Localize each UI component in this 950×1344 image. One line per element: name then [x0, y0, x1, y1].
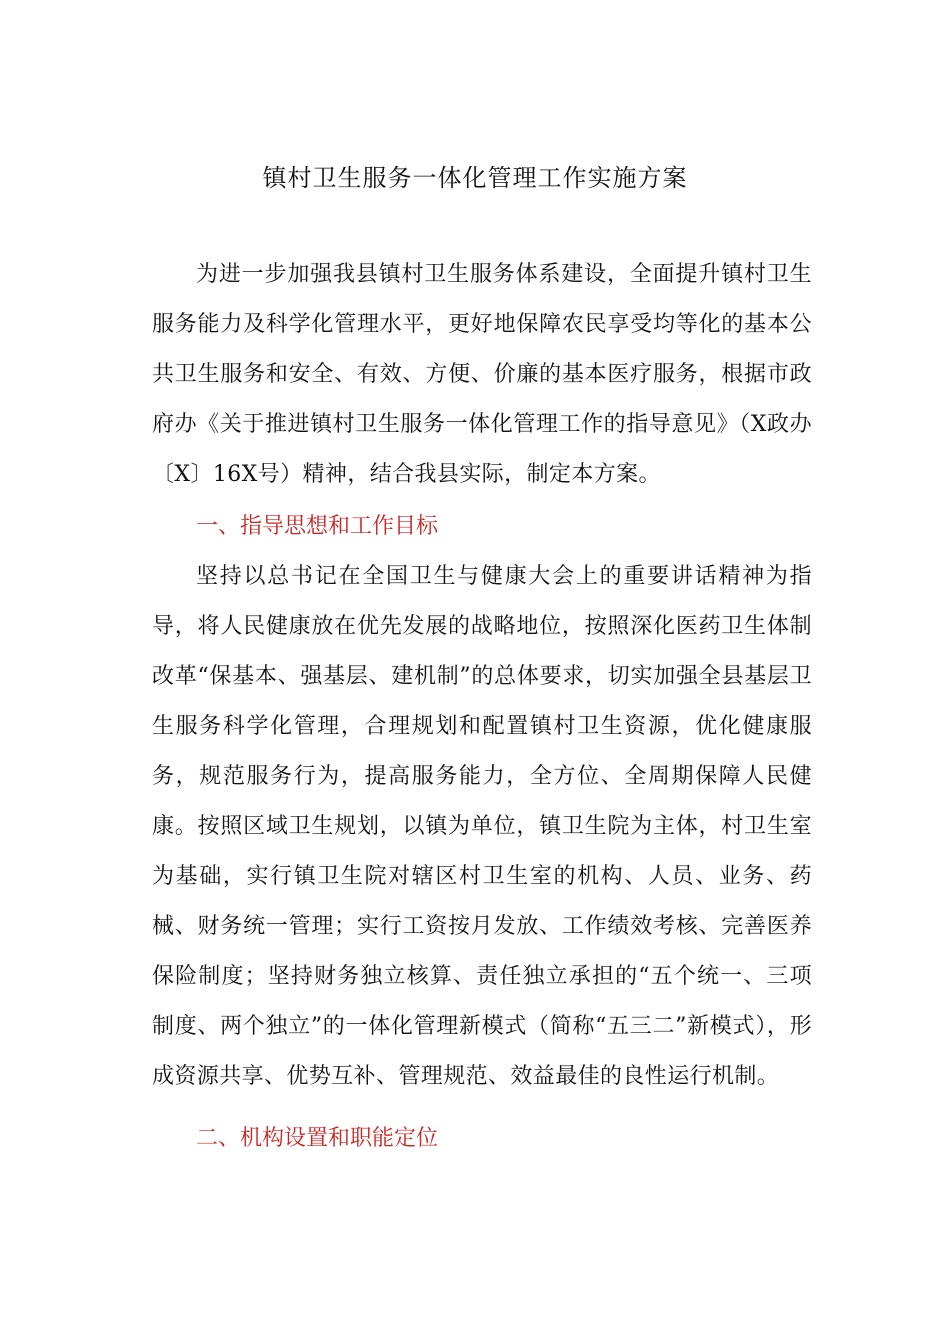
section-heading-1: 一、指导思想和工作目标 — [196, 514, 439, 539]
document-body — [152, 250, 812, 1164]
section-1-paragraph: 坚持以总书记在全国卫生与健康大会上的重要讲话精神为指导，将人民健康放在优先发展的战略地位，按照深化医药卫生体制改革“保基本、强基层、建机制”的总体要求，切实加强全县基层卫生服务科学化管理，合理规划和配置镇村卫生资源，优化健康服务，规范服务行为，提高服务能力，全方位、全周期保障人民健康。按照区域卫生规划，以镇为单位，镇卫生院为主体，村卫生室为基础，实行镇卫生院对辖区村卫生室的机构、人员、业务、药械、财务统一管理；实行工资按月发放、工作绩效考核、完善医养保险制度；坚持财务独立核算、责任独立承担的“五个统一、三项制度、两个独立”的一体化管理新模式（简称“五三二”新模式），形成资源共享、优势互补、管理规范、效益最佳的良性运行机制。 — [152, 564, 812, 1089]
document-title: 镇村卫生服务一体化管理工作实施方案 — [262, 164, 688, 192]
section-heading-2: 二、机构设置和职能定位 — [196, 1126, 439, 1151]
intro-paragraph: 为进一步加强我县镇村卫生服务体系建设，全面提升镇村卫生服务能力及科学化管理水平，更好地保障农民享受均等化的基本公共卫生服务和安全、有效、方便、价廉的基本医疗服务，根据市政府办《关于推进镇村卫生服务一体化管理工作的指导意见》（X政办〔X〕16X号）精神，结合我县实际，制定本方案。 — [152, 262, 812, 487]
